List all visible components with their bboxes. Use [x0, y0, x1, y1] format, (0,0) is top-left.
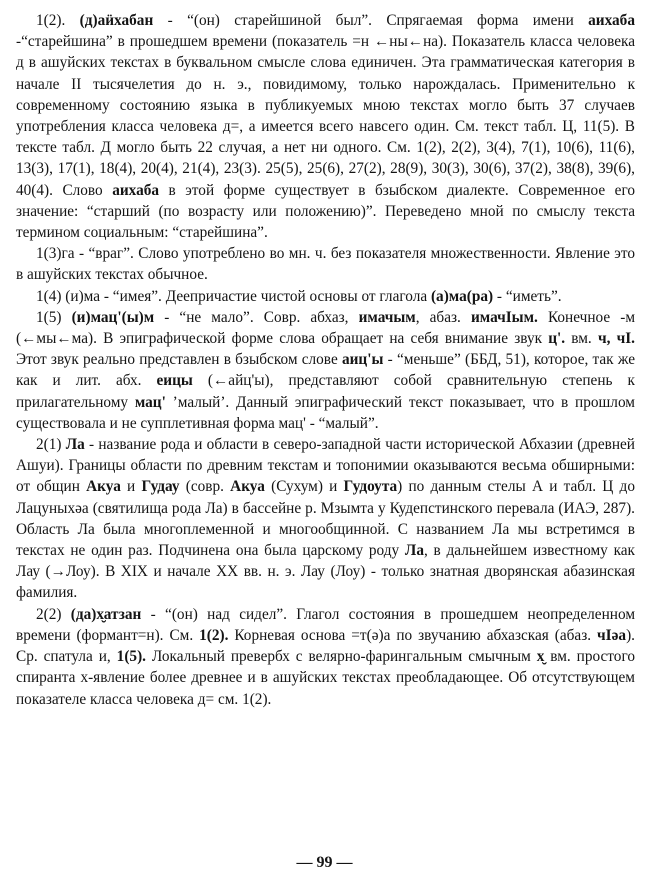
- page-number: — 99 —: [296, 854, 353, 871]
- text-run: (Сухум) и: [264, 478, 344, 496]
- text-run: Конечное -м (←мы←ма). В эпиграфической форме слова обращает на себя внимание звук: [16, 308, 635, 348]
- text-run: - “(он) над сидел”. Глагол состояния в прошедшем неопределенном времени (формант=н). См.: [16, 605, 635, 644]
- bold-term: Ла: [65, 436, 85, 454]
- text-run: 1(2).: [36, 12, 80, 29]
- text-run: ) по данным стелы А и табл. Ц до Лацуныхәа (святилища рода Ла) в бассейне р. Мзымта у Кудепстинского перевала (ИАЭ, 287). Область Ла была многоплеменной и многообщинной. С названием Ла мы встретимся в текстах не один раз. Подчинена она была царскому роду: [16, 478, 635, 560]
- bold-term: аихаба: [112, 181, 160, 199]
- paragraph-p5: [16, 434, 635, 604]
- bold-term: 1(2).: [199, 626, 229, 644]
- bold-term: еицы: [156, 372, 193, 390]
- text-run: вм. простого спиранта х-явление более древнее и в ашуйских текстах преобладающее. Об отсутствующем показателе класса человека д= см. 1(2).: [16, 648, 635, 708]
- bold-term: (и)мац'(ы)м: [71, 308, 155, 326]
- bold-term: Гудоута: [343, 478, 398, 496]
- text-run: - “меньше” (ББД, 51), которое, так же как и лит. абх.: [16, 351, 635, 390]
- bold-term: Ла: [404, 542, 424, 560]
- paragraph-p4: [16, 307, 635, 434]
- text-run: ’малый’. Данный эпиграфический текст показывает, что в прошлом существовала и не супплетивная форма мац' - “малый”.: [16, 393, 635, 432]
- bold-term: (да)х̮атзан: [70, 605, 142, 623]
- bold-term: (а)ма(ра): [430, 287, 494, 305]
- paragraph-p1: [16, 10, 635, 243]
- text-run: Корневая основа =т(ә)а по звучанию абхазская (абаз.: [228, 626, 598, 644]
- body-text: [16, 10, 635, 710]
- bold-term: ч, чI.: [597, 330, 635, 348]
- text-run: ). Ср. спатула и,: [16, 626, 635, 666]
- text-run: 2(1): [36, 436, 66, 454]
- text-run: , в дальнейшем известному как Лау (→Лоу). В XIX и начале XX вв. н. э. Лау (Лоу) - только знатная дворянская абазинская фамилия.: [16, 542, 635, 602]
- bold-term: Акуа: [86, 478, 121, 496]
- bold-term: имачым: [358, 308, 416, 326]
- text-run: 2(2): [36, 605, 71, 623]
- text-run: (←айц'ы), представляют собой сравнительную степень к прилагательному: [16, 372, 635, 411]
- bold-term: Акуа: [230, 478, 265, 496]
- bold-term: Гудау: [141, 478, 180, 496]
- bold-term: х̮: [536, 648, 545, 666]
- text-run: Локальный превербх с велярно-фарингальным смычным: [145, 648, 537, 666]
- text-run: - название рода и области в северо-западной части исторической Абхазии (древней Ашуи). Границы области по древним текстам и топонимии оказываются весьма обширными: от общин: [16, 436, 635, 496]
- bold-term: (д)аӥхабан: [79, 12, 154, 29]
- text-run: (совр.: [179, 478, 231, 496]
- bold-term: мац': [134, 393, 166, 411]
- bold-term: чIәа: [597, 626, 627, 644]
- text-run: , абаз.: [415, 308, 471, 326]
- paragraph-p2: [16, 243, 635, 285]
- bold-term: аиц'ы: [341, 351, 384, 369]
- bold-term: ц'.: [548, 330, 566, 348]
- bold-term: аихаба: [588, 12, 635, 29]
- text-run: и: [120, 478, 142, 496]
- bold-term: 1(5).: [116, 648, 146, 666]
- text-run: - “иметь”.: [493, 287, 562, 305]
- bold-term: имачIым.: [470, 308, 538, 326]
- text-run: 1(3)га - “враг”. Слово употреблено во мн. ч. без показателя множественности. Явление это в ашуйских текстах обычное.: [16, 245, 635, 284]
- text-run: - “(он) старейшиной был”. Спрягаемая форма имени: [153, 12, 589, 29]
- text-run: 1(4) (и)ма - “имея”. Деепричастие чистой основы от глагола: [36, 287, 431, 305]
- text-run: в этой форме существует в бзыбском диалекте. Современное его значение: “старший (по возрасту или положению)”. Переведено мной по смыслу текста термином социальным: “старейшина”.: [16, 181, 636, 242]
- text-run: вм.: [565, 330, 598, 348]
- text-run: 1(5): [36, 308, 72, 326]
- text-run: Этот звук реально представлен в бзыбском слове: [16, 351, 342, 369]
- text-run: - “не мало”. Совр. абхаз,: [154, 308, 359, 326]
- text-run: -“старейшина” в прошедшем времени (показатель =н ←ны←на). Показатель класса человека д в ашуйских текстах в буквальном смысле слова единичен. Эта грамматическая категория в начале II тысячелетия до н. э., повидимому, только нарождалась. Применительно к современному состоянию языка в публикуемых мною текстах могло быть 37 случаев употребления класса человека д=, а имеется всего навсего один. См. текст табл. Ц, 11(5). В тексте табл. Д могло быть 22 случая, а нет ни одного. См. 1(2), 2(2), 3(4), 7(1), 10(6), 11(6), 13(3), 17(1), 18(4), 20(4), 21(4), 23(3). 25(5), 25(6), 27(2), 28(9), 30(3), 30(6), 37(2), 38(8), 39(6), 40(4). Слово: [16, 33, 635, 199]
- paragraph-p3: [16, 286, 635, 307]
- paragraph-p6: [16, 604, 635, 710]
